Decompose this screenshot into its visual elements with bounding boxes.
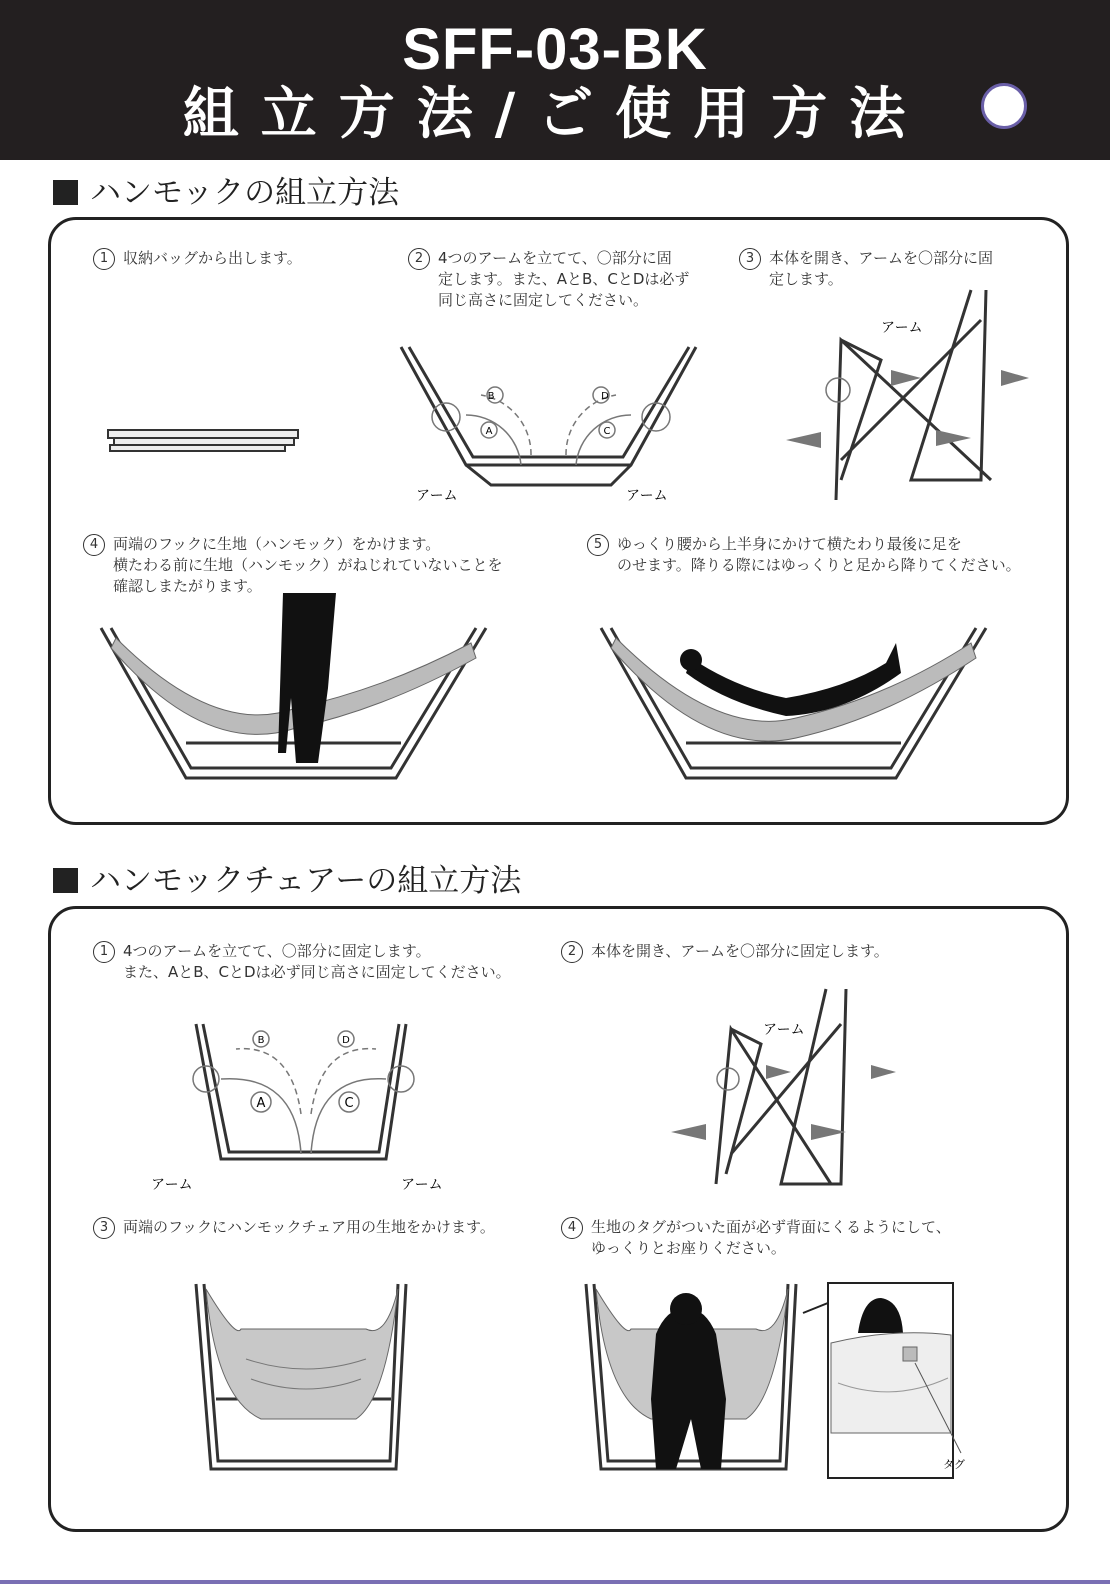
chair-frame-opening-illustration <box>671 984 931 1194</box>
chair-step-3: 3 両端のフックにハンモックチェア用の生地をかけます。 <box>93 1217 563 1238</box>
frame-arms-illustration <box>391 335 721 505</box>
chair-label-d: D <box>342 1035 350 1046</box>
hammock-step-1: 1 収納バッグから出します。 <box>93 248 423 269</box>
chair-frame-arms-illustration <box>151 1014 461 1194</box>
section-title-chair: ハンモックチェアーの組立方法 <box>53 861 521 901</box>
chair-seated-illustration <box>576 1279 816 1479</box>
square-bullet-icon <box>53 180 78 205</box>
hammock-standing-illustration <box>96 588 496 788</box>
page-header <box>0 0 1110 160</box>
bottom-rule <box>0 1580 1110 1584</box>
hammock-step-3: 3 本体を開き、アームを〇部分に固 定します。 <box>739 248 1039 290</box>
chair-assembly-panel <box>48 906 1069 1532</box>
label-b: B <box>487 391 495 402</box>
tag-detail-inset <box>803 1273 963 1483</box>
chair-label-arm: アーム <box>763 1022 805 1038</box>
chair-label-a: A <box>256 1096 266 1111</box>
chair-label-arm-right: アーム <box>401 1177 443 1193</box>
section-title-hammock: ハンモックの組立方法 <box>53 173 399 213</box>
label-arm-left: アーム <box>416 488 458 504</box>
chair-label-c: C <box>344 1096 354 1111</box>
chair-label-arm-left: アーム <box>151 1177 193 1193</box>
hammock-step-5: 5 ゆっくり腰から上半身にかけて横たわり最後に足を のせます。降りる際にはゆっくりと足から降りてください。 <box>587 534 1047 576</box>
chair-with-fabric-illustration <box>186 1279 426 1479</box>
square-bullet-icon <box>53 868 78 893</box>
circle-marker-icon <box>981 83 1027 129</box>
hammock-lying-illustration <box>596 588 996 788</box>
hammock-assembly-panel <box>48 217 1069 825</box>
label-c: C <box>603 426 611 437</box>
label-d: D <box>601 391 609 402</box>
hammock-step-4: 4 両端のフックに生地（ハンモック）をかけます。 横たわる前に生地（ハンモック）がねじれていないことを 確認しまたがります。 <box>83 534 553 597</box>
frame-opening-illustration <box>781 280 1041 510</box>
tag-icon <box>903 1347 917 1361</box>
chair-step-2: 2 本体を開き、アームを〇部分に固定します。 <box>561 941 1021 962</box>
model-number: SFF-03-BK <box>402 17 708 82</box>
label-arm: アーム <box>881 320 923 336</box>
folded-frame-illustration <box>106 420 306 460</box>
tag-label: タグ <box>943 1458 965 1471</box>
chair-step-1: 1 4つのアームを立てて、〇部分に固定します。 また、AとB、CとDは必ず同じ高さに固定してください。 <box>93 941 563 983</box>
chair-step-4: 4 生地のタグがついた面が必ず背面にくるようにして、 ゆっくりとお座りください。 <box>561 1217 1031 1259</box>
chair-label-b: B <box>257 1035 265 1046</box>
label-a: A <box>485 426 493 437</box>
hammock-step-2: 2 4つのアームを立てて、〇部分に固 定します。また、AとB、CとDは必ず 同じ高さに固定してください。 <box>408 248 728 311</box>
page-title: 組立方法/ご使用方法 <box>182 82 928 147</box>
label-arm-right: アーム <box>626 488 668 504</box>
